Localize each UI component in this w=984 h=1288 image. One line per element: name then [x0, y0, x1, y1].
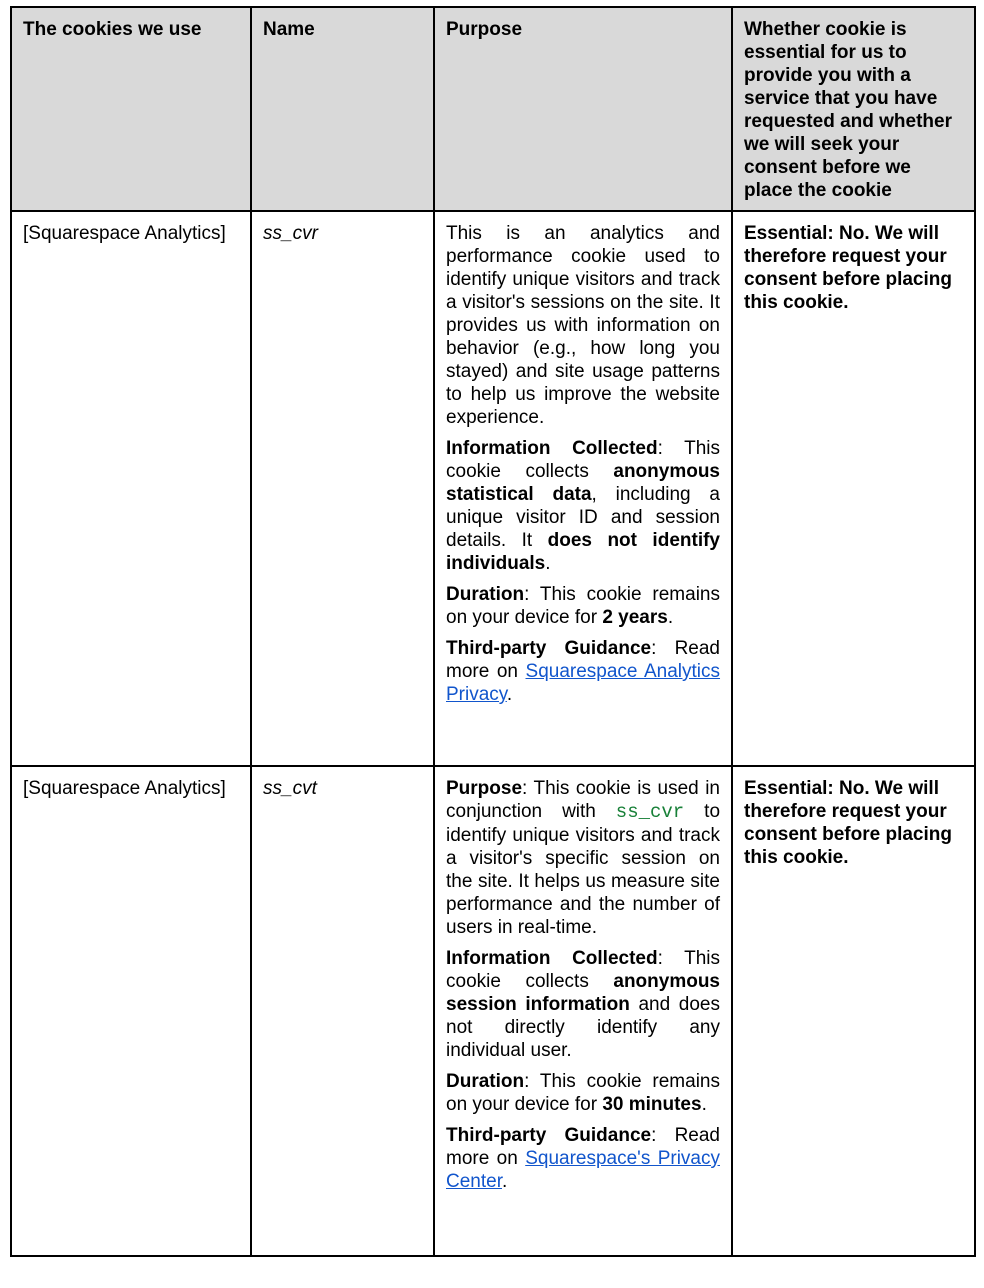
info-collected: Information Collected: This cookie collects anonymous statistical data, including a unique visitor ID and session details. It does not identify individuals.	[446, 438, 720, 574]
header-essential: Whether cookie is essential for us to provide you with a service that you have requested and whether we will seek your consent before we place the cookie	[732, 7, 975, 211]
essential-status: Essential: No. We will therefore request your consent before placing this cookie.	[732, 766, 975, 1256]
table-row	[11, 211, 975, 766]
cookie-category: [Squarespace Analytics]	[11, 766, 251, 1256]
purpose-intro: This is an analytics and performance cookie used to identify unique visitors and track a visitor's sessions on the site. It provides us with information on behavior (e.g., how long you stayed) and site usage patterns to help us improve the website experience.	[446, 223, 720, 428]
squarespace-analytics-privacy-link[interactable]: Squarespace Analytics Privacy	[446, 661, 721, 705]
third-party-guidance: Third-party Guidance: Read more on Squarespace Analytics Privacy.	[446, 638, 721, 705]
essential-status: Essential: No. We will therefore request your consent before placing this cookie.	[732, 211, 975, 766]
header-purpose: Purpose	[434, 7, 732, 211]
cookie-name: ss_cvt	[251, 766, 434, 1256]
purpose-description: Purpose: This cookie is used in conjunction with ss_cvr to identify unique visitors and track a visitor's specific session on the site. It helps us measure site performance and the number of users in real-time.	[446, 778, 721, 938]
duration: Duration: This cookie remains on your device for 30 minutes.	[446, 1071, 720, 1115]
squarespace-privacy-center-link[interactable]: Squarespace's Privacy Center	[446, 1148, 720, 1192]
info-collected: Information Collected: This cookie collects anonymous session information and does not directly identify any individual user.	[446, 948, 721, 1061]
third-party-guidance: Third-party Guidance: Read more on Squarespace's Privacy Center.	[446, 1125, 720, 1192]
table-header-row	[11, 7, 975, 211]
cookie-purpose	[434, 211, 732, 766]
cookie-table	[10, 6, 976, 1257]
cookie-purpose	[434, 766, 732, 1256]
cookie-name: ss_cvr	[251, 211, 434, 766]
cookie-category: [Squarespace Analytics]	[11, 211, 251, 766]
duration: Duration: This cookie remains on your device for 2 years.	[446, 584, 720, 628]
table-row	[11, 766, 975, 1256]
header-name: Name	[251, 7, 434, 211]
header-cookies-we-use: The cookies we use	[11, 7, 251, 211]
